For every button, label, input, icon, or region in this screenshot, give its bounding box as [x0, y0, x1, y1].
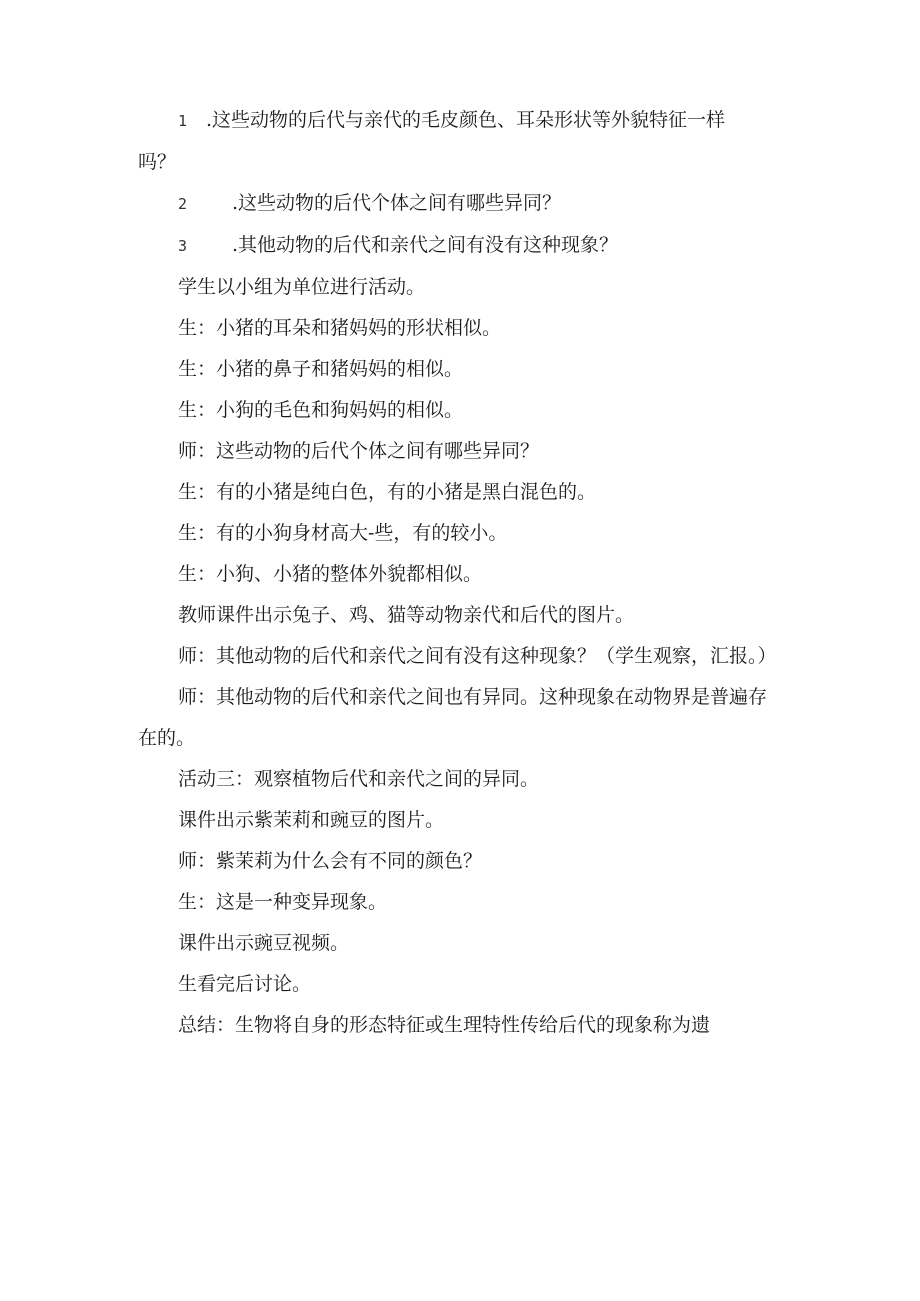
paragraph: 生：有的小猪是纯白色，有的小猪是黑白混色的。	[178, 481, 597, 503]
paragraph: 生：小猪的耳朵和猪妈妈的形状相似。	[178, 317, 502, 339]
paragraph: 学生以小组为单位进行活动。	[178, 276, 426, 298]
question-1-continuation: 吗？	[138, 151, 177, 173]
paragraph: 教师课件出示兔子、鸡、猫等动物亲代和后代的图片。	[178, 604, 635, 626]
paragraph: 课件出示紫茉莉和豌豆的图片。	[178, 809, 445, 831]
question-2	[138, 183, 778, 225]
question-2-text: .这些动物的后代个体之间有哪些异同？	[232, 192, 562, 214]
question-1	[138, 100, 778, 142]
paragraph: 师：这些动物的后代个体之间有哪些异同？	[178, 440, 540, 462]
paragraph: 师：其他动物的后代和亲代之间有没有这种现象？（学生观察，汇报。）	[178, 645, 777, 667]
paragraph: 生：小狗的毛色和狗妈妈的相似。	[178, 399, 464, 421]
question-1-number: 1	[178, 112, 188, 130]
paragraph: 生：小狗、小猪的整体外貌都相似。	[178, 563, 483, 585]
paragraph: 生：小猪的鼻子和猪妈妈的相似。	[178, 358, 464, 380]
paragraph: 生看完后讨论。	[178, 973, 312, 995]
paragraph: 课件出示豌豆视频。	[178, 932, 350, 954]
paragraph: 总结：生物将自身的形态特征或生理特性传给后代的现象称为遗	[178, 1014, 711, 1036]
question-2-number: 2	[178, 195, 188, 213]
question-3	[138, 225, 778, 267]
question-3-text: .其他动物的后代和亲代之间有没有这种现象？	[232, 234, 619, 256]
question-1-text: .这些动物的后代与亲代的毛皮颜色、耳朵形状等外貌特征一样	[206, 109, 726, 131]
paragraph: 师：其他动物的后代和亲代之间也有异同。这种现象在动物界是普遍存在的。	[138, 686, 768, 749]
body-text	[138, 100, 778, 1046]
paragraph: 生：有的小狗身材高大-些，有的较小。	[178, 522, 508, 544]
paragraph: 活动三：观察植物后代和亲代之间的异同。	[178, 768, 540, 790]
paragraph: 生：这是一种变异现象。	[178, 891, 388, 913]
question-3-number: 3	[178, 237, 188, 255]
paragraph: 师：紫茉莉为什么会有不同的颜色？	[178, 850, 483, 872]
